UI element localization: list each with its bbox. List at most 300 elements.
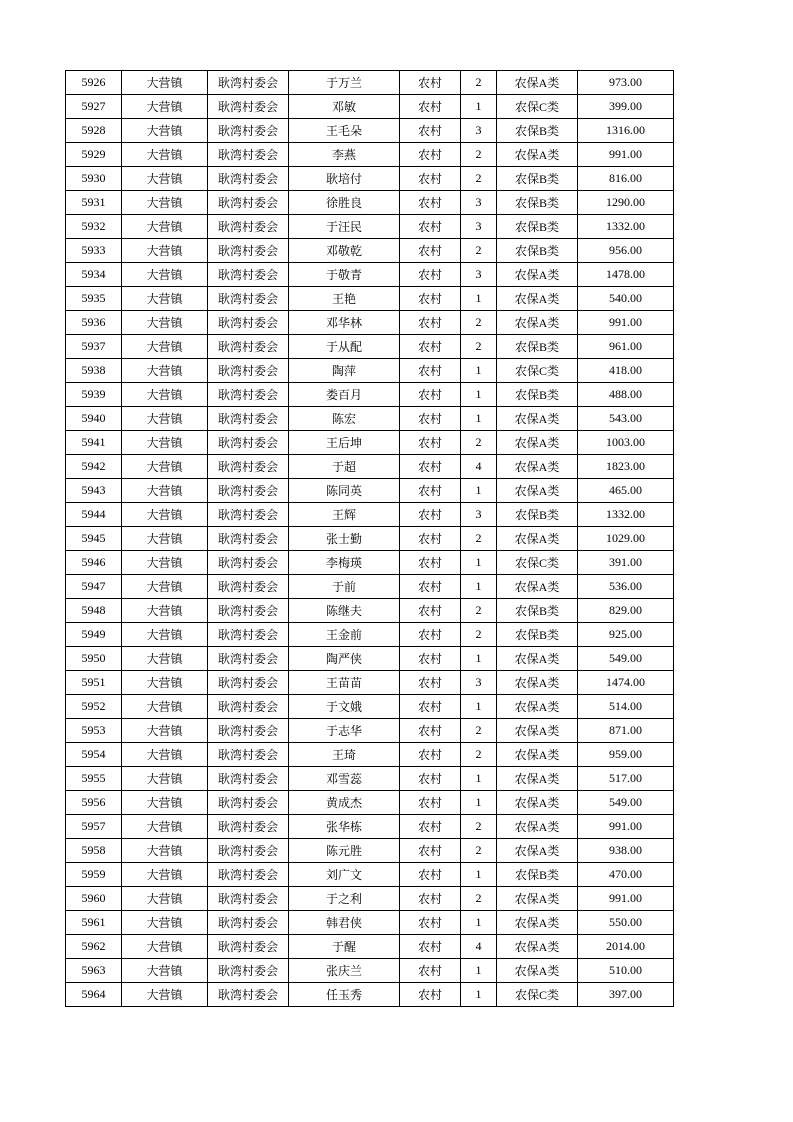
cell-village: 耿湾村委会 — [208, 407, 289, 431]
cell-town: 大营镇 — [122, 503, 208, 527]
cell-town: 大营镇 — [122, 647, 208, 671]
cell-count: 4 — [461, 935, 497, 959]
cell-id: 5949 — [66, 623, 122, 647]
cell-count: 3 — [461, 215, 497, 239]
cell-id: 5960 — [66, 887, 122, 911]
table-row — [66, 839, 674, 863]
cell-category: 农保C类 — [497, 95, 578, 119]
cell-name: 陈同英 — [289, 479, 400, 503]
table-row — [66, 551, 674, 575]
cell-name: 邓雪蕊 — [289, 767, 400, 791]
cell-category: 农保A类 — [497, 695, 578, 719]
cell-town: 大营镇 — [122, 359, 208, 383]
cell-id: 5950 — [66, 647, 122, 671]
cell-name: 刘广文 — [289, 863, 400, 887]
cell-village: 耿湾村委会 — [208, 167, 289, 191]
cell-name: 于志华 — [289, 719, 400, 743]
cell-town: 大营镇 — [122, 455, 208, 479]
cell-category: 农保B类 — [497, 599, 578, 623]
cell-amount: 1823.00 — [578, 455, 674, 479]
cell-town: 大营镇 — [122, 983, 208, 1007]
cell-count: 2 — [461, 887, 497, 911]
cell-amount: 973.00 — [578, 71, 674, 95]
cell-amount: 991.00 — [578, 887, 674, 911]
cell-category: 农保A类 — [497, 311, 578, 335]
cell-name: 陈元胜 — [289, 839, 400, 863]
table-row — [66, 863, 674, 887]
cell-residence: 农村 — [400, 335, 461, 359]
table-row — [66, 503, 674, 527]
cell-name: 王毛朵 — [289, 119, 400, 143]
cell-id: 5930 — [66, 167, 122, 191]
cell-town: 大营镇 — [122, 935, 208, 959]
cell-residence: 农村 — [400, 263, 461, 287]
cell-count: 1 — [461, 647, 497, 671]
cell-count: 2 — [461, 719, 497, 743]
cell-town: 大营镇 — [122, 551, 208, 575]
table-row — [66, 191, 674, 215]
cell-residence: 农村 — [400, 455, 461, 479]
cell-count: 2 — [461, 743, 497, 767]
cell-id: 5957 — [66, 815, 122, 839]
cell-village: 耿湾村委会 — [208, 575, 289, 599]
cell-village: 耿湾村委会 — [208, 863, 289, 887]
cell-residence: 农村 — [400, 527, 461, 551]
cell-count: 2 — [461, 431, 497, 455]
cell-village: 耿湾村委会 — [208, 767, 289, 791]
cell-id: 5937 — [66, 335, 122, 359]
cell-category: 农保A类 — [497, 647, 578, 671]
cell-count: 1 — [461, 287, 497, 311]
cell-count: 3 — [461, 119, 497, 143]
cell-amount: 549.00 — [578, 647, 674, 671]
cell-count: 4 — [461, 455, 497, 479]
cell-residence: 农村 — [400, 311, 461, 335]
cell-count: 1 — [461, 791, 497, 815]
cell-id: 5946 — [66, 551, 122, 575]
cell-village: 耿湾村委会 — [208, 911, 289, 935]
cell-name: 张士勤 — [289, 527, 400, 551]
cell-id: 5947 — [66, 575, 122, 599]
cell-residence: 农村 — [400, 599, 461, 623]
table-row — [66, 359, 674, 383]
cell-name: 于超 — [289, 455, 400, 479]
cell-amount: 871.00 — [578, 719, 674, 743]
cell-count: 2 — [461, 599, 497, 623]
cell-town: 大营镇 — [122, 239, 208, 263]
table-row — [66, 119, 674, 143]
cell-village: 耿湾村委会 — [208, 959, 289, 983]
cell-count: 2 — [461, 815, 497, 839]
cell-residence: 农村 — [400, 743, 461, 767]
cell-village: 耿湾村委会 — [208, 719, 289, 743]
cell-town: 大营镇 — [122, 887, 208, 911]
cell-village: 耿湾村委会 — [208, 815, 289, 839]
cell-name: 于汪民 — [289, 215, 400, 239]
cell-residence: 农村 — [400, 383, 461, 407]
cell-town: 大营镇 — [122, 863, 208, 887]
cell-id: 5951 — [66, 671, 122, 695]
cell-amount: 991.00 — [578, 311, 674, 335]
cell-amount: 991.00 — [578, 815, 674, 839]
cell-town: 大营镇 — [122, 959, 208, 983]
cell-amount: 488.00 — [578, 383, 674, 407]
cell-residence: 农村 — [400, 575, 461, 599]
table-row — [66, 599, 674, 623]
cell-amount: 465.00 — [578, 479, 674, 503]
table-row — [66, 959, 674, 983]
cell-residence: 农村 — [400, 143, 461, 167]
cell-village: 耿湾村委会 — [208, 599, 289, 623]
cell-id: 5933 — [66, 239, 122, 263]
cell-id: 5929 — [66, 143, 122, 167]
cell-amount: 514.00 — [578, 695, 674, 719]
table-row — [66, 527, 674, 551]
cell-count: 2 — [461, 143, 497, 167]
cell-count: 1 — [461, 575, 497, 599]
cell-residence: 农村 — [400, 839, 461, 863]
cell-id: 5932 — [66, 215, 122, 239]
cell-village: 耿湾村委会 — [208, 287, 289, 311]
cell-village: 耿湾村委会 — [208, 335, 289, 359]
cell-id: 5954 — [66, 743, 122, 767]
cell-village: 耿湾村委会 — [208, 95, 289, 119]
cell-count: 1 — [461, 959, 497, 983]
table-row — [66, 575, 674, 599]
cell-category: 农保B类 — [497, 239, 578, 263]
cell-town: 大营镇 — [122, 95, 208, 119]
table-row — [66, 335, 674, 359]
table-row — [66, 719, 674, 743]
cell-id: 5943 — [66, 479, 122, 503]
cell-count: 2 — [461, 335, 497, 359]
cell-id: 5934 — [66, 263, 122, 287]
cell-village: 耿湾村委会 — [208, 791, 289, 815]
cell-amount: 1029.00 — [578, 527, 674, 551]
cell-id: 5928 — [66, 119, 122, 143]
cell-category: 农保A类 — [497, 407, 578, 431]
cell-category: 农保A类 — [497, 911, 578, 935]
table-row — [66, 167, 674, 191]
cell-id: 5945 — [66, 527, 122, 551]
cell-village: 耿湾村委会 — [208, 983, 289, 1007]
cell-town: 大营镇 — [122, 167, 208, 191]
cell-village: 耿湾村委会 — [208, 239, 289, 263]
cell-residence: 农村 — [400, 935, 461, 959]
cell-amount: 925.00 — [578, 623, 674, 647]
cell-residence: 农村 — [400, 191, 461, 215]
table-row — [66, 383, 674, 407]
cell-category: 农保A类 — [497, 959, 578, 983]
cell-town: 大营镇 — [122, 119, 208, 143]
cell-village: 耿湾村委会 — [208, 71, 289, 95]
cell-village: 耿湾村委会 — [208, 503, 289, 527]
cell-residence: 农村 — [400, 719, 461, 743]
cell-category: 农保A类 — [497, 575, 578, 599]
cell-category: 农保B类 — [497, 167, 578, 191]
cell-name: 于文娥 — [289, 695, 400, 719]
cell-amount: 510.00 — [578, 959, 674, 983]
table-row — [66, 623, 674, 647]
cell-amount: 991.00 — [578, 143, 674, 167]
table-row — [66, 239, 674, 263]
table-row — [66, 407, 674, 431]
table-row — [66, 479, 674, 503]
cell-village: 耿湾村委会 — [208, 383, 289, 407]
cell-count: 2 — [461, 167, 497, 191]
cell-village: 耿湾村委会 — [208, 551, 289, 575]
cell-id: 5939 — [66, 383, 122, 407]
cell-category: 农保B类 — [497, 119, 578, 143]
cell-residence: 农村 — [400, 791, 461, 815]
cell-town: 大营镇 — [122, 791, 208, 815]
cell-name: 张华栋 — [289, 815, 400, 839]
cell-amount: 397.00 — [578, 983, 674, 1007]
cell-village: 耿湾村委会 — [208, 839, 289, 863]
cell-village: 耿湾村委会 — [208, 311, 289, 335]
cell-amount: 399.00 — [578, 95, 674, 119]
cell-category: 农保A类 — [497, 743, 578, 767]
cell-residence: 农村 — [400, 287, 461, 311]
cell-count: 1 — [461, 479, 497, 503]
table-row — [66, 287, 674, 311]
cell-name: 娄百月 — [289, 383, 400, 407]
cell-village: 耿湾村委会 — [208, 215, 289, 239]
table-row — [66, 311, 674, 335]
cell-residence: 农村 — [400, 671, 461, 695]
cell-town: 大营镇 — [122, 719, 208, 743]
cell-village: 耿湾村委会 — [208, 119, 289, 143]
cell-town: 大营镇 — [122, 143, 208, 167]
cell-amount: 1003.00 — [578, 431, 674, 455]
cell-town: 大营镇 — [122, 695, 208, 719]
cell-count: 3 — [461, 191, 497, 215]
cell-name: 王艳 — [289, 287, 400, 311]
cell-village: 耿湾村委会 — [208, 743, 289, 767]
cell-name: 邓敬乾 — [289, 239, 400, 263]
cell-town: 大营镇 — [122, 263, 208, 287]
table-row — [66, 815, 674, 839]
cell-count: 1 — [461, 983, 497, 1007]
cell-category: 农保A类 — [497, 431, 578, 455]
cell-town: 大营镇 — [122, 911, 208, 935]
table-row — [66, 143, 674, 167]
cell-category: 农保A类 — [497, 887, 578, 911]
cell-village: 耿湾村委会 — [208, 647, 289, 671]
table-row — [66, 671, 674, 695]
cell-id: 5941 — [66, 431, 122, 455]
cell-category: 农保B类 — [497, 191, 578, 215]
cell-village: 耿湾村委会 — [208, 527, 289, 551]
cell-residence: 农村 — [400, 983, 461, 1007]
cell-id: 5963 — [66, 959, 122, 983]
beneficiary-table — [65, 70, 674, 1007]
cell-id: 5958 — [66, 839, 122, 863]
cell-name: 李梅瑛 — [289, 551, 400, 575]
cell-amount: 1474.00 — [578, 671, 674, 695]
cell-id: 5926 — [66, 71, 122, 95]
cell-id: 5956 — [66, 791, 122, 815]
cell-id: 5935 — [66, 287, 122, 311]
cell-amount: 938.00 — [578, 839, 674, 863]
cell-village: 耿湾村委会 — [208, 671, 289, 695]
cell-count: 3 — [461, 263, 497, 287]
cell-amount: 956.00 — [578, 239, 674, 263]
cell-count: 3 — [461, 671, 497, 695]
cell-id: 5931 — [66, 191, 122, 215]
cell-amount: 550.00 — [578, 911, 674, 935]
cell-town: 大营镇 — [122, 839, 208, 863]
cell-residence: 农村 — [400, 239, 461, 263]
cell-category: 农保B类 — [497, 623, 578, 647]
cell-category: 农保A类 — [497, 935, 578, 959]
cell-name: 于敬青 — [289, 263, 400, 287]
cell-category: 农保A类 — [497, 527, 578, 551]
cell-count: 1 — [461, 95, 497, 119]
cell-name: 韩君侠 — [289, 911, 400, 935]
cell-id: 5938 — [66, 359, 122, 383]
cell-residence: 农村 — [400, 215, 461, 239]
cell-count: 1 — [461, 359, 497, 383]
cell-name: 王金前 — [289, 623, 400, 647]
cell-village: 耿湾村委会 — [208, 143, 289, 167]
cell-category: 农保B类 — [497, 863, 578, 887]
cell-count: 1 — [461, 695, 497, 719]
cell-amount: 959.00 — [578, 743, 674, 767]
table-row — [66, 263, 674, 287]
cell-category: 农保A类 — [497, 767, 578, 791]
cell-residence: 农村 — [400, 863, 461, 887]
cell-residence: 农村 — [400, 119, 461, 143]
cell-village: 耿湾村委会 — [208, 695, 289, 719]
cell-town: 大营镇 — [122, 479, 208, 503]
cell-town: 大营镇 — [122, 383, 208, 407]
cell-residence: 农村 — [400, 623, 461, 647]
cell-id: 5952 — [66, 695, 122, 719]
cell-name: 陶萍 — [289, 359, 400, 383]
cell-id: 5959 — [66, 863, 122, 887]
cell-amount: 540.00 — [578, 287, 674, 311]
cell-name: 陈宏 — [289, 407, 400, 431]
cell-town: 大营镇 — [122, 215, 208, 239]
cell-category: 农保A类 — [497, 287, 578, 311]
cell-amount: 470.00 — [578, 863, 674, 887]
cell-amount: 2014.00 — [578, 935, 674, 959]
cell-amount: 418.00 — [578, 359, 674, 383]
cell-village: 耿湾村委会 — [208, 191, 289, 215]
cell-count: 1 — [461, 407, 497, 431]
cell-category: 农保B类 — [497, 383, 578, 407]
cell-count: 2 — [461, 71, 497, 95]
cell-residence: 农村 — [400, 959, 461, 983]
cell-residence: 农村 — [400, 71, 461, 95]
cell-name: 于醒 — [289, 935, 400, 959]
cell-count: 2 — [461, 239, 497, 263]
cell-residence: 农村 — [400, 647, 461, 671]
cell-count: 2 — [461, 623, 497, 647]
table-row — [66, 431, 674, 455]
cell-name: 于之利 — [289, 887, 400, 911]
cell-name: 王后坤 — [289, 431, 400, 455]
cell-amount: 816.00 — [578, 167, 674, 191]
cell-town: 大营镇 — [122, 71, 208, 95]
cell-amount: 829.00 — [578, 599, 674, 623]
cell-residence: 农村 — [400, 407, 461, 431]
cell-name: 王辉 — [289, 503, 400, 527]
cell-town: 大营镇 — [122, 335, 208, 359]
cell-village: 耿湾村委会 — [208, 263, 289, 287]
cell-id: 5940 — [66, 407, 122, 431]
cell-count: 1 — [461, 383, 497, 407]
cell-name: 李燕 — [289, 143, 400, 167]
cell-residence: 农村 — [400, 359, 461, 383]
table-row — [66, 983, 674, 1007]
cell-amount: 391.00 — [578, 551, 674, 575]
cell-residence: 农村 — [400, 695, 461, 719]
cell-town: 大营镇 — [122, 431, 208, 455]
cell-category: 农保B类 — [497, 215, 578, 239]
cell-name: 陶严侠 — [289, 647, 400, 671]
cell-town: 大营镇 — [122, 287, 208, 311]
cell-town: 大营镇 — [122, 407, 208, 431]
cell-category: 农保A类 — [497, 719, 578, 743]
cell-category: 农保A类 — [497, 263, 578, 287]
cell-town: 大营镇 — [122, 815, 208, 839]
table-row — [66, 71, 674, 95]
cell-residence: 农村 — [400, 767, 461, 791]
cell-residence: 农村 — [400, 95, 461, 119]
cell-town: 大营镇 — [122, 191, 208, 215]
cell-residence: 农村 — [400, 815, 461, 839]
cell-town: 大营镇 — [122, 623, 208, 647]
cell-name: 张庆兰 — [289, 959, 400, 983]
cell-name: 耿培付 — [289, 167, 400, 191]
cell-town: 大营镇 — [122, 599, 208, 623]
cell-name: 于从配 — [289, 335, 400, 359]
cell-village: 耿湾村委会 — [208, 431, 289, 455]
cell-category: 农保C类 — [497, 359, 578, 383]
cell-village: 耿湾村委会 — [208, 887, 289, 911]
cell-name: 陈继夫 — [289, 599, 400, 623]
table-row — [66, 455, 674, 479]
cell-id: 5962 — [66, 935, 122, 959]
cell-category: 农保C类 — [497, 551, 578, 575]
cell-amount: 1332.00 — [578, 503, 674, 527]
cell-name: 于万兰 — [289, 71, 400, 95]
table-body — [66, 71, 674, 1007]
cell-id: 5953 — [66, 719, 122, 743]
cell-id: 5927 — [66, 95, 122, 119]
cell-name: 邓华林 — [289, 311, 400, 335]
cell-residence: 农村 — [400, 887, 461, 911]
cell-amount: 1478.00 — [578, 263, 674, 287]
cell-town: 大营镇 — [122, 767, 208, 791]
cell-amount: 517.00 — [578, 767, 674, 791]
cell-count: 1 — [461, 911, 497, 935]
cell-category: 农保A类 — [497, 455, 578, 479]
cell-name: 王琦 — [289, 743, 400, 767]
cell-village: 耿湾村委会 — [208, 455, 289, 479]
cell-town: 大营镇 — [122, 311, 208, 335]
cell-count: 1 — [461, 863, 497, 887]
cell-amount: 1290.00 — [578, 191, 674, 215]
table-row — [66, 743, 674, 767]
cell-name: 于前 — [289, 575, 400, 599]
cell-residence: 农村 — [400, 431, 461, 455]
cell-category: 农保C类 — [497, 983, 578, 1007]
table-row — [66, 647, 674, 671]
cell-category: 农保A类 — [497, 143, 578, 167]
